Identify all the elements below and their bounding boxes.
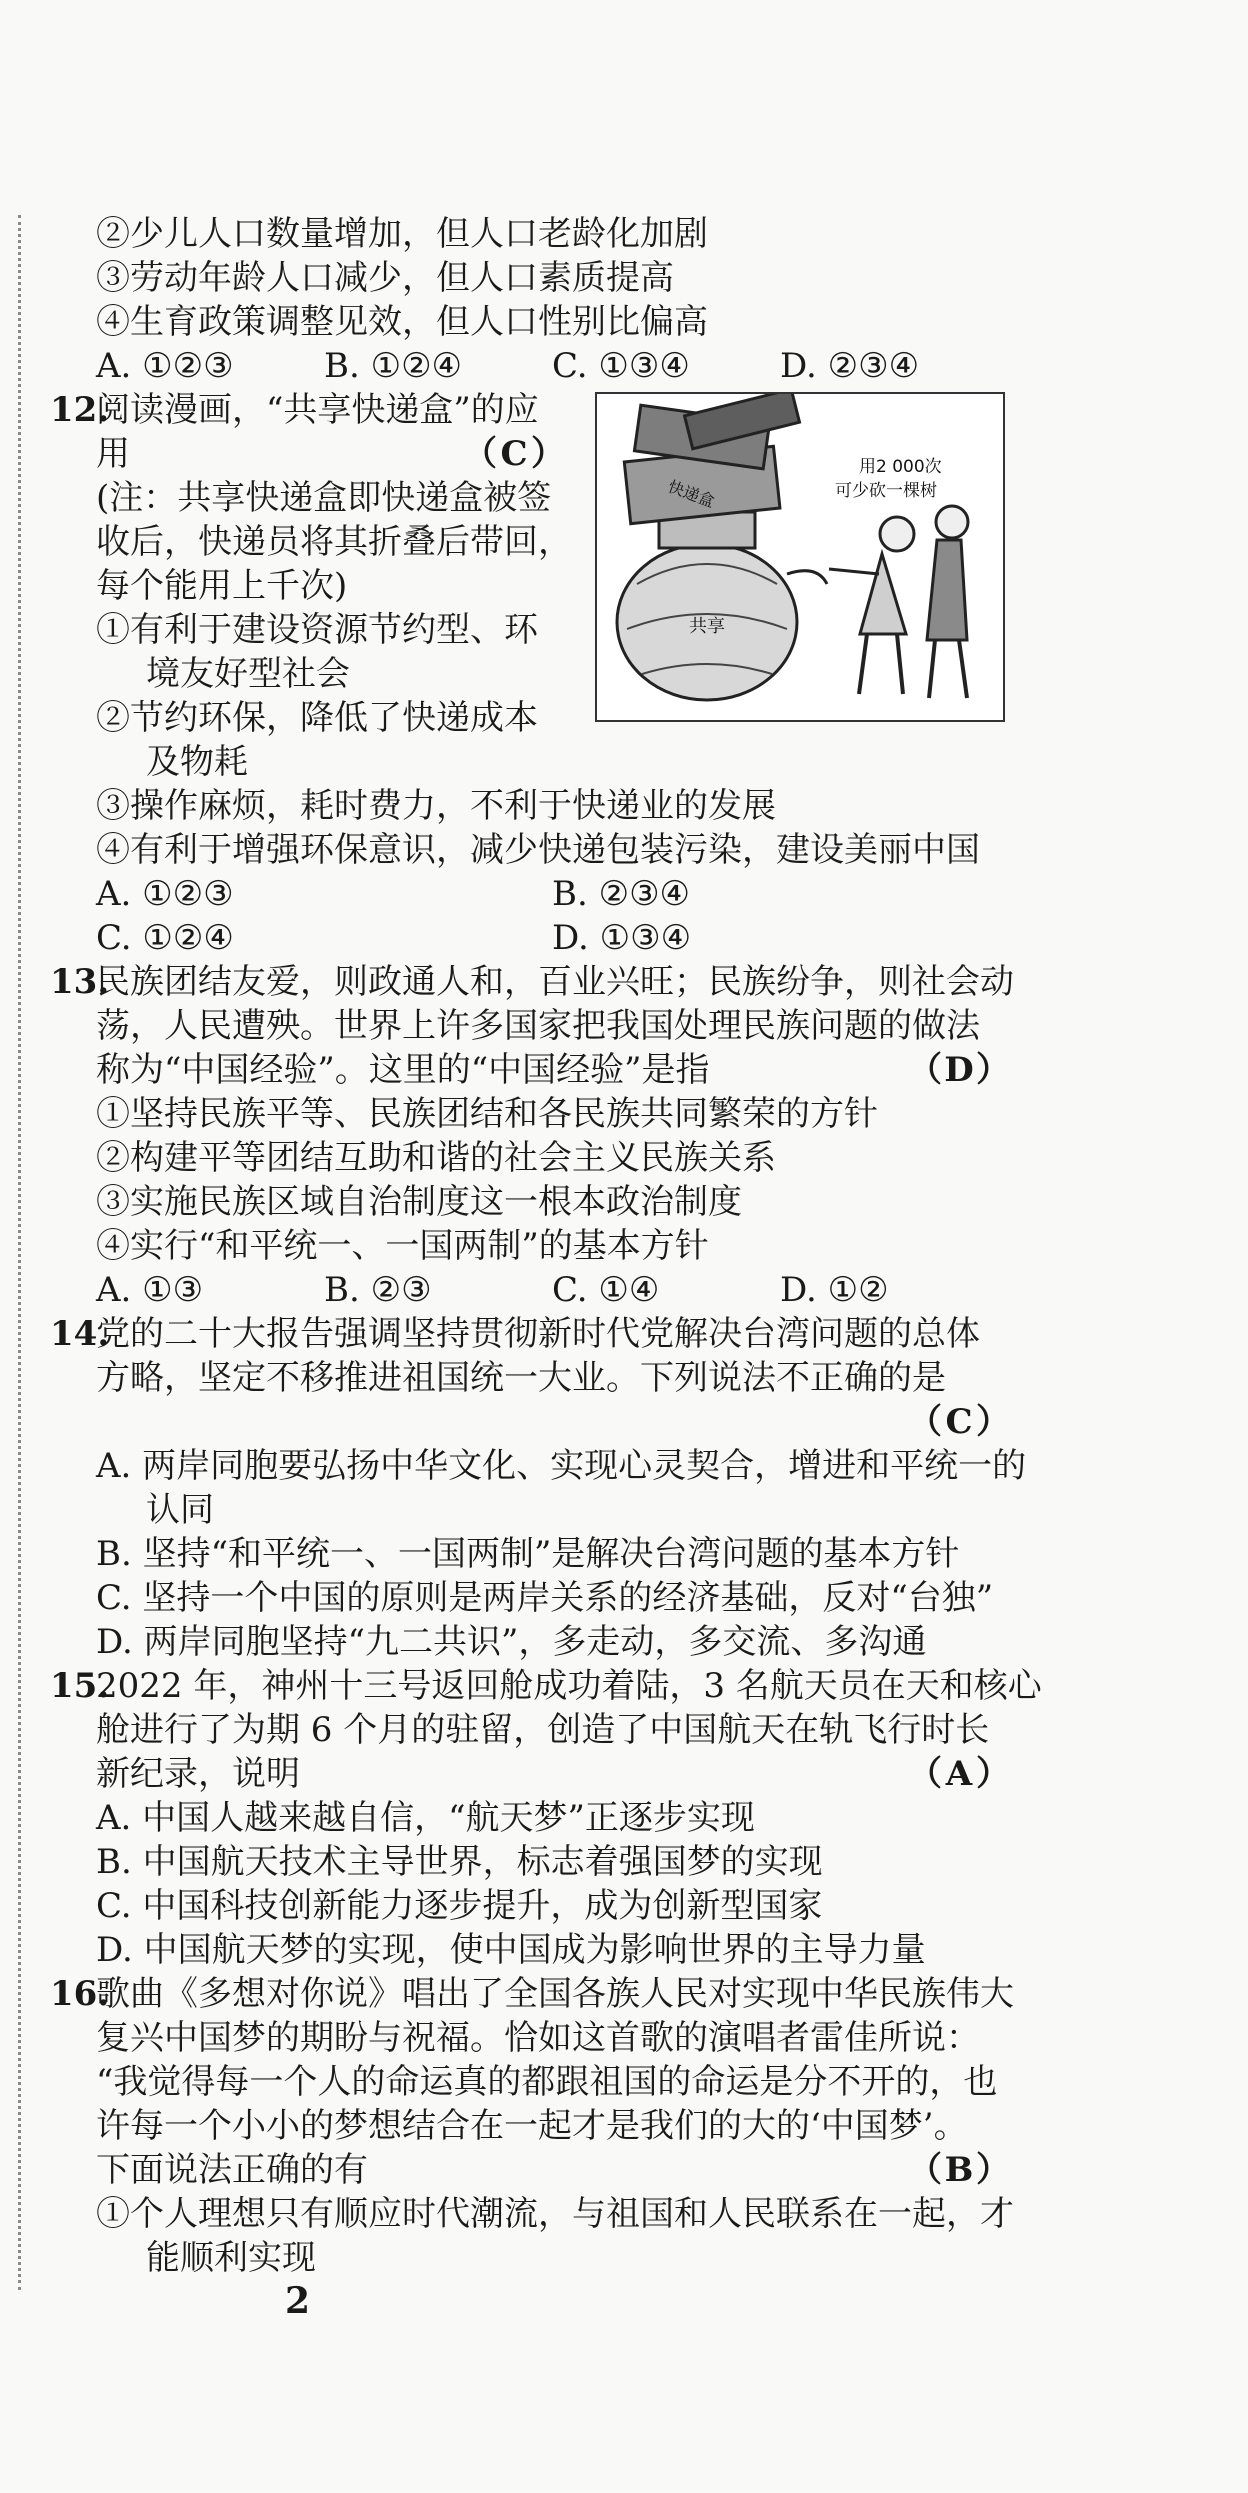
shared-express-box-cartoon: [595, 392, 1005, 722]
question-12-item-2: ②节约环保，降低了快递成本: [96, 698, 538, 738]
answer-bracket: （ A ）: [908, 1754, 1010, 1794]
question-12-stem-2: 用 （ C ）: [96, 434, 565, 474]
answer-letter: D: [944, 1050, 974, 1090]
question-number: 15.: [50, 1666, 110, 1706]
question-12-note-1: (注：共享快递盒即快递盒被签: [96, 478, 552, 518]
choice-b: B. ①②④: [324, 346, 463, 386]
choice-b: B. ②③④: [552, 874, 691, 914]
question-15: [50, 1664, 1042, 1972]
q11-item-3: ③劳动年龄人口减少，但人口素质提高: [96, 258, 674, 298]
answer-bracket: （ C ）: [463, 434, 565, 474]
question-14-option-a-cont: 认同: [146, 1490, 214, 1530]
q11-choices: [50, 344, 1010, 388]
page-number: 2: [285, 2280, 311, 2322]
question-14-option-b: B. 坚持“和平统一、一国两制”是解决台湾问题的基本方针: [96, 1534, 960, 1574]
question-14-option-c: C. 坚持一个中国的原则是两岸关系的经济基础，反对“台独”: [96, 1578, 994, 1618]
question-12-item-1-cont: 境友好型社会: [146, 654, 350, 694]
question-13-item-4: ④实行“和平统一、一国两制”的基本方针: [96, 1226, 709, 1266]
question-16-stem-5: 下面说法正确的有 （B）: [96, 2150, 1010, 2190]
choice-c: C. ①③④: [552, 346, 690, 386]
choice-d: D. ①③④: [552, 918, 692, 958]
question-14-answer-line: [50, 1400, 1010, 1444]
question-16-item-1-cont: 能顺利实现: [146, 2238, 316, 2278]
question-15-option-c: C. 中国科技创新能力逐步提升，成为创新型国家: [96, 1886, 823, 1926]
answer-letter: A: [945, 1754, 973, 1794]
question-14-option-d: D. 两岸同胞坚持“九二共识”，多走动，多交流、多沟通: [96, 1622, 927, 1662]
question-16-stem-3: “我觉得每一个人的命运真的都跟祖国的命运是分不开的，也: [96, 2062, 998, 2102]
question-14-stem-1: 14.党的二十大报告强调坚持贯彻新时代党解决台湾问题的总体: [50, 1314, 980, 1354]
question-13-item-2: ②构建平等团结互助和谐的社会主义民族关系: [96, 1138, 776, 1178]
q11-item-2: ②少儿人口数量增加，但人口老龄化加剧: [96, 214, 708, 254]
question-16-item-1: ①个人理想只有顺应时代潮流，与祖国和人民联系在一起，才: [96, 2194, 1014, 2234]
question-12-choices-row-1: [50, 872, 1010, 916]
q11-item-4: ④生育政策调整见效，但人口性别比偏高: [96, 302, 708, 342]
question-15-option-a: A. 中国人越来越自信，“航天梦”正逐步实现: [96, 1798, 755, 1838]
question-13-item-3: ③实施民族区域自治制度这一根本政治制度: [96, 1182, 742, 1222]
question-12-note-2: 收后，快递员将其折叠后带回，: [96, 522, 572, 562]
answer-letter: C: [500, 434, 528, 474]
question-15-stem-1: 15.2022 年，神州十三号返回舱成功着陆，3 名航天员在天和核心: [50, 1666, 1042, 1706]
cartoon-bag-label: 共享: [689, 616, 725, 637]
choice-c: C. ①④: [552, 1270, 660, 1310]
question-16-stem-1: 16.歌曲《多想对你说》唱出了全国各族人民对实现中华民族伟大: [50, 1974, 1014, 2014]
answer-bracket: （D）: [908, 1050, 1010, 1090]
answer-letter: B: [944, 2150, 974, 2190]
question-number: 13.: [50, 962, 110, 1002]
question-13-stem-2: 荡，人民遭殃。世界上许多国家把我国处理民族问题的做法: [96, 1006, 980, 1046]
question-16-stem-4: 许每一个小小的梦想结合在一起才是我们的大的‘中国梦’。: [96, 2106, 968, 2146]
question-12-note-3: 每个能用上千次): [96, 566, 348, 606]
question-15-stem-3: 新纪录，说明 （ A ）: [96, 1754, 1010, 1794]
question-14-option-a: A. 两岸同胞要弘扬中华文化、实现心灵契合，增进和平统一的: [96, 1446, 1027, 1486]
question-15-option-d: D. 中国航天梦的实现，使中国成为影响世界的主导力量: [96, 1930, 926, 1970]
choice-a: A. ①②③: [96, 874, 234, 914]
question-12-item-3: ③操作麻烦，耗时费力，不利于快递业的发展: [96, 786, 776, 826]
question-12-item-4: ④有利于增强环保意识，减少快递包装污染，建设美丽中国: [96, 830, 980, 870]
question-15-stem-2: 舱进行了为期 6 个月的驻留，创造了中国航天在轨飞行时长: [96, 1710, 990, 1750]
question-13-stem-1: 13.民族团结友爱，则政通人和，百业兴旺；民族纷争，则社会动: [50, 962, 1014, 1002]
cartoon-caption-line-1: 用2 000次: [859, 457, 942, 477]
question-15-option-b: B. 中国航天技术主导世界，标志着强国梦的实现: [96, 1842, 823, 1882]
question-12-item-1: ①有利于建设资源节约型、环: [96, 610, 538, 650]
question-12: [50, 388, 1010, 960]
answer-letter: C: [945, 1402, 973, 1442]
binding-dotted-line: [18, 215, 21, 2290]
answer-bracket: （B）: [908, 2150, 1010, 2190]
choice-c: C. ①②④: [96, 918, 234, 958]
question-number: 12.: [50, 390, 110, 430]
choice-a: A. ①③: [96, 1270, 204, 1310]
question-12-item-2-cont: 及物耗: [146, 742, 248, 782]
question-16: [50, 1972, 1014, 2280]
question-14: [50, 1312, 1027, 1664]
choice-d: D. ①②: [780, 1270, 889, 1310]
question-13: [50, 960, 1014, 1312]
question-13-choices: [50, 1268, 1010, 1312]
question-number: 14.: [50, 1314, 110, 1354]
question-12-stem-1: 12.阅读漫画，“共享快递盒”的应: [50, 390, 539, 430]
question-number: 16.: [50, 1974, 110, 2014]
question-13-item-1: ①坚持民族平等、民族团结和各民族共同繁荣的方针: [96, 1094, 878, 1134]
question-12-choices-row-2: [50, 916, 1010, 960]
question-content: [50, 212, 1042, 2280]
cartoon-caption-line-2: 可少砍一棵树: [835, 481, 937, 501]
question-14-stem-2: 方略，坚定不移推进祖国统一大业。下列说法不正确的是: [96, 1358, 946, 1398]
cartoon-box-label: 快递盒: [665, 476, 718, 512]
choice-a: A. ①②③: [96, 346, 234, 386]
answer-bracket: （ C ）: [908, 1402, 1010, 1442]
question-13-stem-3: 称为“中国经验”。这里的“中国经验”是指 （D）: [96, 1050, 1010, 1090]
q11-continued: [50, 212, 1010, 388]
choice-d: D. ②③④: [780, 346, 920, 386]
choice-b: B. ②③: [324, 1270, 432, 1310]
question-16-stem-2: 复兴中国梦的期盼与祝福。恰如这首歌的演唱者雷佳所说：: [96, 2018, 980, 2058]
